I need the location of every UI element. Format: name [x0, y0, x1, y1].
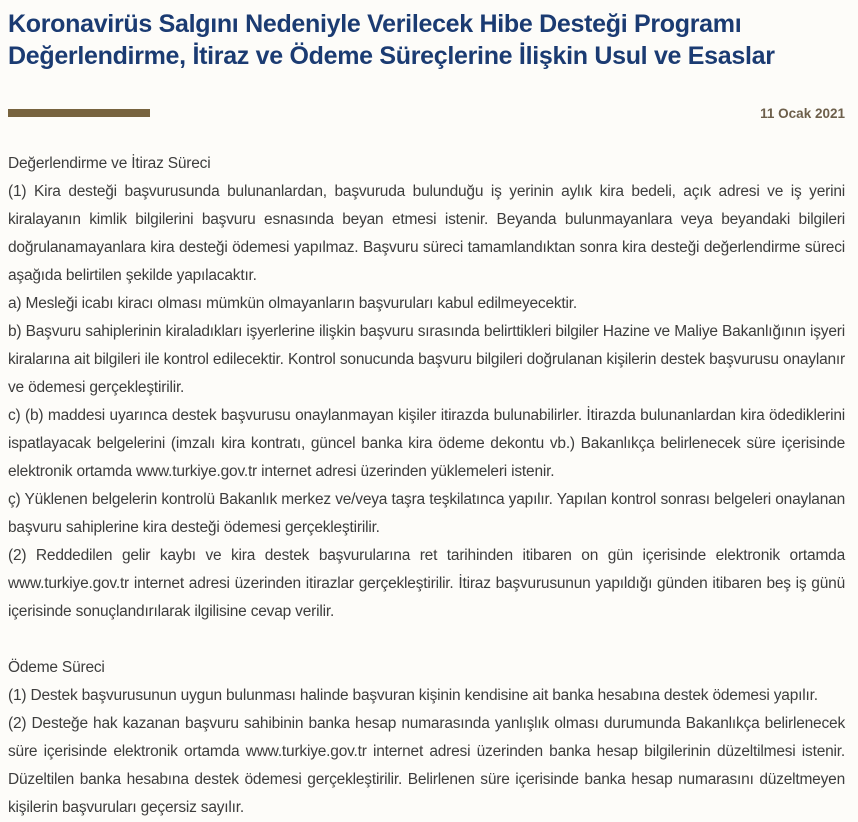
section-heading: Ödeme Süreci — [8, 659, 105, 676]
paragraph: (1) Kira desteği başvurusunda bulunanlardan, başvuruda bulunduğu iş yerinin aylık kira bedeli, açık adresi ve iş yerini kiralayanın kimlik bilgilerini başvuru esnasında beyan etmesi istenir. Beyanda bulunmayanlara veya beyandaki bilgileri doğrulanamayanlara kira desteği ödemesi yapılmaz. Başvuru süreci tamamlandıktan sonra kira desteği değerlendirme süreci aşağıda belirtilen şekilde yapılacaktır. — [8, 183, 845, 284]
section — [8, 654, 845, 822]
page-title — [8, 8, 845, 72]
accent-bar — [8, 109, 150, 117]
publish-date: 11 Ocak 2021 — [760, 105, 845, 121]
paragraph: b) Başvuru sahiplerinin kiraladıkları işyerlerine ilişkin başvuru sırasında belirttikleri bilgiler Hazine ve Maliye Bakanlığının işyeri kiralarına ait bilgileri ile kontrol edilecektir. Kontrol sonucunda başvuru bilgileri doğrulanan kişilerin destek başvurusu onaylanır ve ödemesi gerçekleştirilir. — [8, 323, 845, 396]
page-title-line-1: Koronavirüs Salgını Nedeniyle Verilecek Hibe Desteği Programı — [8, 10, 742, 38]
page-title-line-2: Değerlendirme, İtiraz ve Ödeme Süreçlerine İlişkin Usul ve Esaslar — [8, 42, 775, 70]
paragraph: (2) Desteğe hak kazanan başvuru sahibinin banka hesap numarasında yanlışlık olması durumunda Bakanlıkça belirlenecek süre içerisinde elektronik ortamda www.turkiye.gov.tr internet adresi üzerinden banka hesap bilgilerinin düzeltilmesi istenir. Düzeltilen banka hesabına destek ödemesi gerçekleştirilir. Belirlenen süre içerisinde banka hesap numarasını düzeltmeyen kişilerin başvuruları geçersiz sayılır. — [8, 715, 845, 816]
paragraph: a) Mesleği icabı kiracı olması mümkün olmayanların başvuruları kabul edilmeyecektir. — [8, 295, 577, 312]
meta-row — [8, 106, 845, 120]
paragraph: c) (b) maddesi uyarınca destek başvurusu onaylanmayan kişiler itirazda bulunabilirler. İtirazda bulunanlardan kira ödediklerini ispatlayacak belgelerini (imzalı kira kontratı, güncel banka kira ödeme dekontu vb.) Bakanlıkça belirlenecek süre içerisinde elektronik ortamda www.turkiye.gov.tr internet adresi üzerinden yüklemeleri istenir. — [8, 407, 845, 480]
paragraph: (2) Reddedilen gelir kaybı ve kira destek başvurularına ret tarihinden itibaren on gün içerisinde elektronik ortamda www.turkiye.gov.tr internet adresi üzerinden itirazlar gerçekleştirilir. İtiraz başvurusunun yapıldığı günden itibaren beş iş günü içerisinde sonuçlandırılarak ilgilisine cevap verilir. — [8, 547, 845, 620]
document-body — [8, 150, 845, 822]
section — [8, 150, 845, 626]
section-heading: Değerlendirme ve İtiraz Süreci — [8, 155, 211, 172]
paragraph: ç) Yüklenen belgelerin kontrolü Bakanlık merkez ve/veya taşra teşkilatınca yapılır. Yapılan kontrol sonrası belgeleri onaylanan başvuru sahiplerine kira desteği ödemesi gerçekleştirilir. — [8, 491, 845, 536]
paragraph: (1) Destek başvurusunun uygun bulunması halinde başvuran kişinin kendisine ait banka hesabına destek ödemesi yapılır. — [8, 687, 818, 704]
